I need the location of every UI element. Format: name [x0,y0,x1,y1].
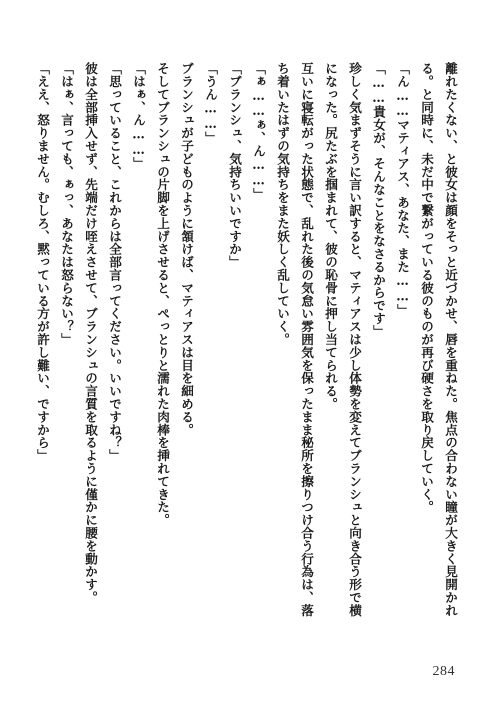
text-line: 「はぁ、言っても、ぁっ、あなたは怒らない？」 [59,62,74,346]
text-line: ブランシュが子どものように頷けば、マティアスは目を細める。 [179,62,194,437]
page-number: 284 [432,664,455,679]
text-line: そしてブランシュの片脚を上げさせると、ぺっとりと濡れた肉棒を挿れてきた。 [155,62,170,527]
text-line: ち着いたはずの気持ちをまた妖しく乱していく。 [275,62,290,346]
text-line: 離れたくない、と彼女は顔をそっと近づかせ、唇を重ねた。焦点の合わない瞳が大きく見開かれ [443,62,458,617]
text-line: 「ええ、怒りません。むしろ、黙っている方が許し難い、ですから」 [35,62,50,462]
text-line: 珍しく気まずそうに言い訳すると、マティアスは少し体勢を変えてブランシュと向き合う形で横 [347,62,362,617]
text-line: になった。尻たぶを掴まれて、彼の恥骨に押し当てられる。 [323,62,338,411]
text-line: 「……貴女が、そんなことをなさるからです」 [371,62,386,338]
text-line: 互いに寝転がった状態で、乱れた後の気怠い雰囲気を保ったまま秘所を擦りつけ合う行為は、落 [299,62,314,617]
text-line: 「ブランシュ、気持ちいいですか」 [227,62,242,269]
text-line: 「うん……」 [203,62,218,145]
text-line: 「ん……マティアス、あなた、また……」 [395,62,410,317]
text-line: 「思っていること、これからは全部言ってください。いいですね？」 [107,62,122,462]
text-line: る。と同時に、未だ中で繋がっている彼のものが再び硬さを取り戻していく。 [419,62,434,514]
text-line: 彼は全部挿入せず、先端だけ咥えさせて、ブランシュの言質を取るように僅かに腰を動かす。 [83,62,98,604]
text-line: 「ぁ……ぁ、ん……」 [251,62,266,201]
text-line: 「はぁ、ん……」 [131,62,146,170]
vertical-text-body [22,62,462,632]
